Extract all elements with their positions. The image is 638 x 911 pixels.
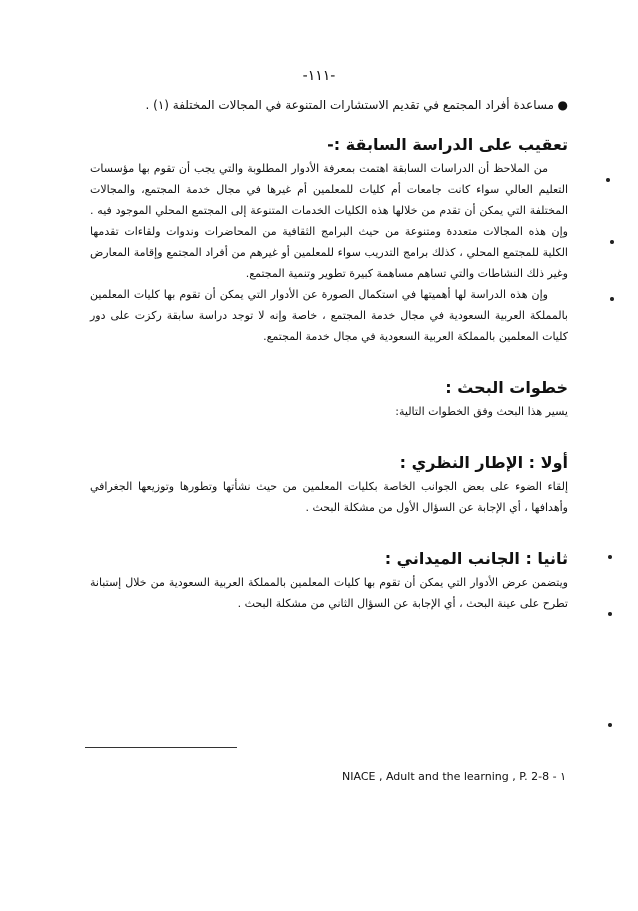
footnote: [96, 770, 566, 783]
paragraph-theoretical-framework: إلقاء الضوء على بعض الجوانب الخاصة بكليات المعلمين من حيث نشأتها وتطورها وتوزيعها الجغرافي وأهدافها ، أي الإجابة عن السؤال الأول من مشكلة البحث .: [90, 480, 568, 514]
margin-dot-icon: [606, 178, 610, 182]
bullet-icon: ●: [557, 98, 568, 112]
bullet-item: [90, 94, 568, 116]
margin-dot-icon: [610, 240, 614, 244]
page-number: -١١١-: [302, 68, 336, 84]
footnote-marker: ١: [560, 770, 566, 783]
bullet-text: مساعدة أفراد المجتمع في تقديم الاستشارات المتنوعة في المجالات المختلفة (١) .: [145, 98, 554, 112]
margin-dot-icon: [610, 297, 614, 301]
paragraph-research-steps: يسير هذا البحث وفق الخطوات التالية:: [395, 405, 568, 418]
paragraph-previous-studies: من الملاحظ أن الدراسات السابقة اهتمت بمعرفة الأدوار المطلوبة والتي يجب أن تقوم بها مؤسسات التعليم العالي سواء كانت جامعات أم كليات للمعلمين أم غيرها في مجال خدمة المجتمع، والمجالات المختلفة التي يمكن أن تقدم من خلالها هذه الكليات الخدمات المتنوعة إلى المجتمع المحلي الموجود فيه . وإن هذه المجالات متعددة ومتنوعة من حيث البرامج الثقافية من المحاضرات وندوات ولقاءات تقدمها الكلية للمجتمع المحلي ، كذلك برامج التدريب سواء للمعلمين أو غيرهم من أفراد المجتمع وإقامة المعارض وغير ذلك النشاطات والتي تساهم مساهمة كبيرة تطوير وتنمية المجتمع.: [90, 162, 568, 280]
margin-dot-icon: [608, 612, 612, 616]
paragraph-study-importance: وإن هذه الدراسة لها أهميتها في استكمال الصورة عن الأدوار التي يمكن أن تقوم بها كليات المعلمين بالمملكة العربية السعودية في مجال خدمة المجتمع ، خاصة وإنه لا توجد دراسة سابقة ركزت على دور كليات المعلمين بالمملكة العربية السعودية في مجال خدمة المجتمع.: [90, 288, 568, 343]
page-body: [90, 88, 568, 614]
section-heading-research-steps: خطوات البحث :: [445, 378, 568, 397]
paragraph-field-side: ويتضمن عرض الأدوار التي يمكن أن تقوم بها كليات المعلمين بالمملكة العربية السعودية من خلال إستبانة تطرح على عينة البحث ، أي الإجابة عن السؤال الثاني من مشكلة البحث .: [90, 576, 568, 610]
footnote-divider: [85, 747, 237, 748]
margin-dot-icon: [608, 723, 612, 727]
margin-dot-icon: [608, 555, 612, 559]
section-heading-theoretical-framework: أولا : الإطار النظري :: [399, 453, 568, 472]
section-heading-field-side: ثانيا : الجانب الميداني :: [384, 549, 568, 568]
footnote-text: NIACE , Adult and the learning , P. 2-8 -: [342, 770, 557, 783]
section-heading-previous-study-comment: تعقيب على الدراسة السابقة :-: [327, 135, 568, 154]
